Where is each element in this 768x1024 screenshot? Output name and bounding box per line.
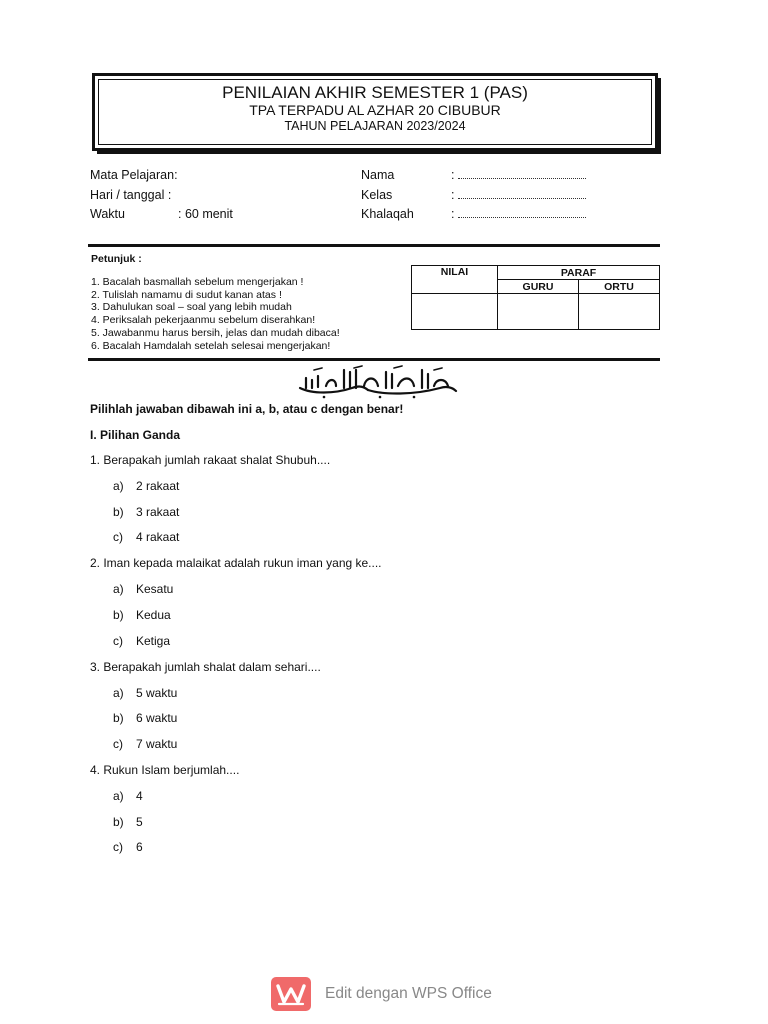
group-label: Khalaqah <box>361 207 414 221</box>
option-letter: b) <box>113 505 124 519</box>
name-blank-line <box>458 172 586 179</box>
class-field[interactable] <box>451 188 586 202</box>
date-label: Hari / tanggal : <box>90 188 172 202</box>
guru-signature-cell[interactable] <box>498 294 579 330</box>
name-colon: : <box>451 168 455 182</box>
option-letter: a) <box>113 686 124 700</box>
header-shadow-bottom <box>97 151 661 154</box>
option-text: 4 rakaat <box>136 530 180 544</box>
class-blank-line <box>458 192 586 199</box>
instruction-item: 3. Dahulukan soal – soal yang lebih mudah <box>91 301 292 314</box>
option-letter: a) <box>113 789 124 803</box>
nilai-cell[interactable] <box>412 294 498 330</box>
option-text: Kesatu <box>136 582 174 596</box>
time-label: Waktu <box>90 207 125 221</box>
score-table <box>411 265 660 330</box>
question-2: 2. Iman kepada malaikat adalah rukun iman yang ke.... <box>90 556 382 570</box>
bismillah-calligraphy <box>294 364 460 400</box>
wps-office-icon[interactable] <box>271 977 311 1011</box>
option-text: 6 waktu <box>136 711 178 725</box>
option-text: Ketiga <box>136 634 171 648</box>
name-field[interactable] <box>451 168 586 182</box>
question-3: 3. Berapakah jumlah shalat dalam sehari.... <box>90 660 321 674</box>
option-letter: a) <box>113 582 124 596</box>
ortu-header: ORTU <box>579 280 660 294</box>
option-text: 7 waktu <box>136 737 178 751</box>
instruction-item: 6. Bacalah Hamdalah setelah selesai mengerjakan! <box>91 339 331 352</box>
header-shadow-right <box>658 78 661 154</box>
ortu-signature-cell[interactable] <box>579 294 660 330</box>
instruction-item: 2. Tulislah namamu di sudut kanan atas ! <box>91 288 282 301</box>
question-4: 4. Rukun Islam berjumlah.... <box>90 763 240 777</box>
option-letter: c) <box>113 737 123 751</box>
option-text: 5 waktu <box>136 686 178 700</box>
instruction-item: 5. Jawabanmu harus bersih, jelas dan mudah dibaca! <box>91 326 340 339</box>
group-colon: : <box>451 207 455 221</box>
wps-logo-glyph <box>271 977 311 1011</box>
guru-header: GURU <box>498 280 579 294</box>
option-text: 2 rakaat <box>136 479 180 493</box>
paraf-header: PARAF <box>498 266 660 280</box>
divider-top <box>88 244 660 247</box>
option-letter: a) <box>113 479 124 493</box>
instruction-item: 4. Periksalah pekerjaanmu sebelum diserahkan! <box>91 314 316 327</box>
instructions-title: Petunjuk : <box>91 253 142 265</box>
academic-year: TAHUN PELAJARAN 2023/2024 <box>284 119 466 133</box>
directions-text: Pilihlah jawaban dibawah ini a, b, atau c dengan benar! <box>90 402 404 416</box>
question-1: 1. Berapakah jumlah rakaat shalat Shubuh.... <box>90 453 331 467</box>
section-title: I. Pilihan Ganda <box>90 428 181 442</box>
divider-bottom <box>88 358 660 361</box>
nilai-header: NILAI <box>412 266 498 294</box>
school-name: TPA TERPADU AL AZHAR 20 CIBUBUR <box>249 102 501 118</box>
option-letter: b) <box>113 815 124 829</box>
option-text: 3 rakaat <box>136 505 180 519</box>
option-text: 5 <box>136 815 143 829</box>
option-letter: c) <box>113 840 123 854</box>
class-label: Kelas <box>361 188 393 202</box>
instructions-list <box>91 276 340 352</box>
option-letter: c) <box>113 634 123 648</box>
instruction-item: 1. Bacalah basmallah sebelum mengerjakan ! <box>91 276 304 288</box>
option-letter: b) <box>113 711 124 725</box>
class-colon: : <box>451 188 455 202</box>
option-text: Kedua <box>136 608 171 622</box>
option-letter: b) <box>113 608 124 622</box>
option-letter: c) <box>113 530 123 544</box>
subject-label: Mata Pelajaran: <box>90 168 178 182</box>
name-label: Nama <box>361 168 395 182</box>
group-blank-line <box>458 211 586 218</box>
exam-title: PENILAIAN AKHIR SEMESTER 1 (PAS) <box>222 83 528 102</box>
time-value: : 60 menit <box>178 207 233 221</box>
option-text: 6 <box>136 840 143 854</box>
wps-edit-link[interactable]: Edit dengan WPS Office <box>325 985 492 1002</box>
group-field[interactable] <box>451 207 586 221</box>
option-text: 4 <box>136 789 143 803</box>
